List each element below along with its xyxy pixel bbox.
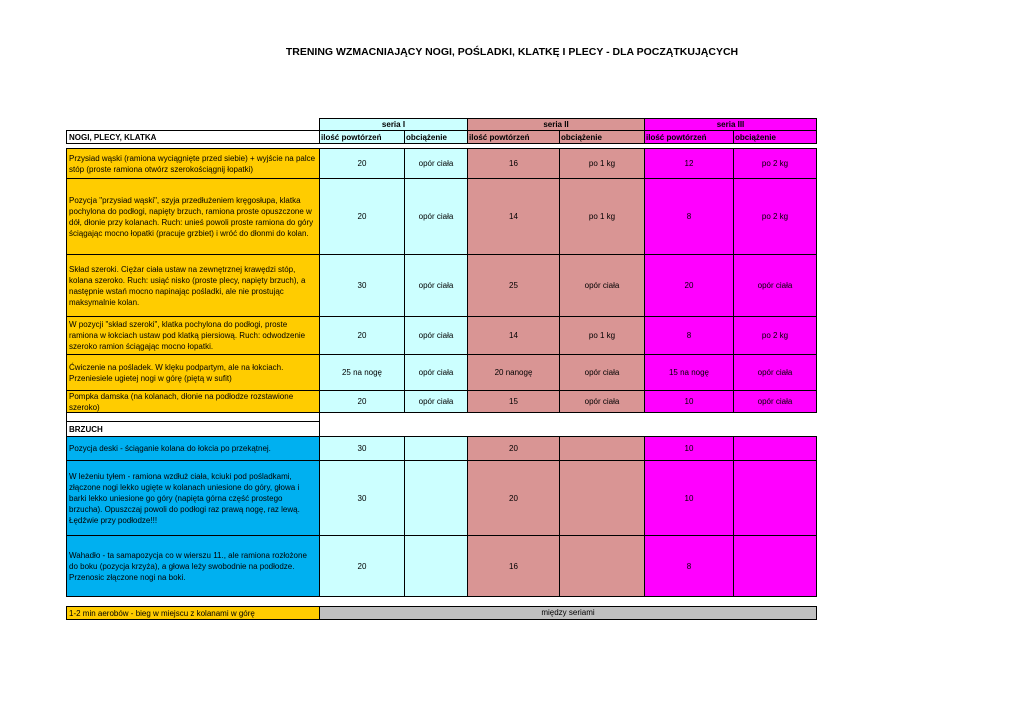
- exercise-description: Wahadło - ta samapozycja co w wierszu 11., ale ramiona rozłożone do boku (pozycja krzyża), a głowa leży swobodnie na podłodze. Przenosic złączone nogi na boki.: [66, 535, 320, 597]
- exercise-value: opór ciała: [559, 254, 645, 317]
- exercise-value: 8: [644, 316, 734, 355]
- exercise-value: 30: [319, 460, 405, 536]
- column-header: ilość powtórzeń: [467, 130, 560, 144]
- exercise-value: [733, 436, 817, 461]
- exercise-value: opór ciała: [404, 148, 468, 179]
- exercise-description: Skład szeroki. Ciężar ciała ustaw na zewnętrznej krawędzi stóp, kolana szeroko. Ruch: usiąć nisko (proste plecy, napięty brzuch), a następnie wstań mocno napinając pośladki, ale nie prostując maksymalnie kolan.: [66, 254, 320, 317]
- exercise-value: po 2 kg: [733, 316, 817, 355]
- exercise-value: [733, 535, 817, 597]
- exercise-value: 25 na nogę: [319, 354, 405, 391]
- column-header: obciążenie: [559, 130, 645, 144]
- exercise-value: 20: [467, 460, 560, 536]
- exercise-value: 20: [467, 436, 560, 461]
- exercise-value: 20: [319, 535, 405, 597]
- exercise-value: 10: [644, 460, 734, 536]
- exercise-value: 30: [319, 436, 405, 461]
- exercise-value: 10: [644, 390, 734, 413]
- exercise-value: po 2 kg: [733, 178, 817, 255]
- column-header: obciążenie: [404, 130, 468, 144]
- exercise-value: 20: [319, 390, 405, 413]
- exercise-value: [559, 535, 645, 597]
- column-header: obciążenie: [733, 130, 817, 144]
- exercise-value: 20: [319, 178, 405, 255]
- exercise-value: 14: [467, 178, 560, 255]
- exercise-value: 16: [467, 148, 560, 179]
- exercise-value: opór ciała: [733, 254, 817, 317]
- exercise-description: Przysiad wąski (ramiona wyciągnięte przed siebie) + wyjście na palce stóp (proste ramiona otwórz szerokościągnij łopatki): [66, 148, 320, 179]
- exercise-value: opór ciała: [404, 390, 468, 413]
- exercise-value: 20: [319, 148, 405, 179]
- exercise-value: 20: [319, 316, 405, 355]
- column-header: ilość powtórzeń: [644, 130, 734, 144]
- exercise-value: opór ciała: [733, 390, 817, 413]
- exercise-value: po 1 kg: [559, 178, 645, 255]
- exercise-value: opór ciała: [404, 178, 468, 255]
- exercise-description: W pozycji "skład szeroki", klatka pochylona do podłogi, proste ramiona w łokciach ustaw pod klatką piersiową. Ruch: odwodzenie szeroko ramion ściągając mocno łopatki.: [66, 316, 320, 355]
- exercise-value: opór ciała: [559, 354, 645, 391]
- exercise-value: 14: [467, 316, 560, 355]
- exercise-value: 8: [644, 535, 734, 597]
- series-header: seria I: [319, 118, 468, 131]
- section-title-abs: BRZUCH: [66, 421, 320, 437]
- exercise-value: [404, 436, 468, 461]
- exercise-description: W leżeniu tyłem - ramiona wzdłuż ciała, kciuki pod pośladkami, złączone nogi lekko ugięte w kolanach uniesione do góry, głowa i barki lekko uniesione go góry (napięta górna część prostego brzucha). Opuszczaj powoli do podłogi raz prawą nogę, raz lewą. Łędźwie przy podłodze!!!: [66, 460, 320, 536]
- exercise-value: 30: [319, 254, 405, 317]
- exercise-value: opór ciała: [733, 354, 817, 391]
- page-title: TRENING WZMACNIAJĄCY NOGI, POŚLADKI, KLATKĘ I PLECY - DLA POCZĄTKUJĄCYCH: [285, 46, 739, 58]
- exercise-value: 15: [467, 390, 560, 413]
- exercise-value: [559, 460, 645, 536]
- exercise-value: opór ciała: [404, 316, 468, 355]
- exercise-description: Ćwiczenie na pośladek. W klęku podpartym, ale na łokciach. Przeniesiele ugietej nogi w górę (piętą w sufit): [66, 354, 320, 391]
- exercise-description: Pozycja "przysiad wąski", szyja przedłużeniem kręgosłupa, klatka pochylona do podłogi, napięty brzuch, ramiona proste opuszczone w dół, dłonie przy kolanach. Ruch: unieś powoli proste ramiona do góry ściągając mocno łopatki (pracuje grzbiet) i wróć do dłonmi do kolan.: [66, 178, 320, 255]
- exercise-value: [404, 460, 468, 536]
- exercise-value: 15 na nogę: [644, 354, 734, 391]
- exercise-description: Pompka damska (na kolanach, dłonie na podłodze rozstawione szeroko): [66, 390, 320, 413]
- exercise-value: opór ciała: [404, 354, 468, 391]
- exercise-value: [559, 436, 645, 461]
- exercise-value: [733, 460, 817, 536]
- exercise-description: Pozycja deski - ściąganie kolana do łokcia po przekątnej.: [66, 436, 320, 461]
- exercise-value: po 1 kg: [559, 148, 645, 179]
- exercise-value: po 1 kg: [559, 316, 645, 355]
- exercise-value: 8: [644, 178, 734, 255]
- series-header: seria III: [644, 118, 817, 131]
- exercise-value: opór ciała: [404, 254, 468, 317]
- exercise-value: opór ciała: [559, 390, 645, 413]
- column-header: ilość powtórzeń: [319, 130, 405, 144]
- exercise-value: 16: [467, 535, 560, 597]
- series-header: seria II: [467, 118, 645, 131]
- exercise-value: po 2 kg: [733, 148, 817, 179]
- exercise-value: 20: [644, 254, 734, 317]
- exercise-value: [404, 535, 468, 597]
- exercise-value: 10: [644, 436, 734, 461]
- exercise-value: 20 nanogę: [467, 354, 560, 391]
- section-title-legs: NOGI, PLECY, KLATKA: [66, 130, 320, 144]
- exercise-value: 25: [467, 254, 560, 317]
- rest-note: między seriami: [319, 606, 817, 620]
- exercise-value: 12: [644, 148, 734, 179]
- rest-exercise: 1-2 min aerobów - bieg w miejscu z kolanami w górę: [66, 606, 320, 620]
